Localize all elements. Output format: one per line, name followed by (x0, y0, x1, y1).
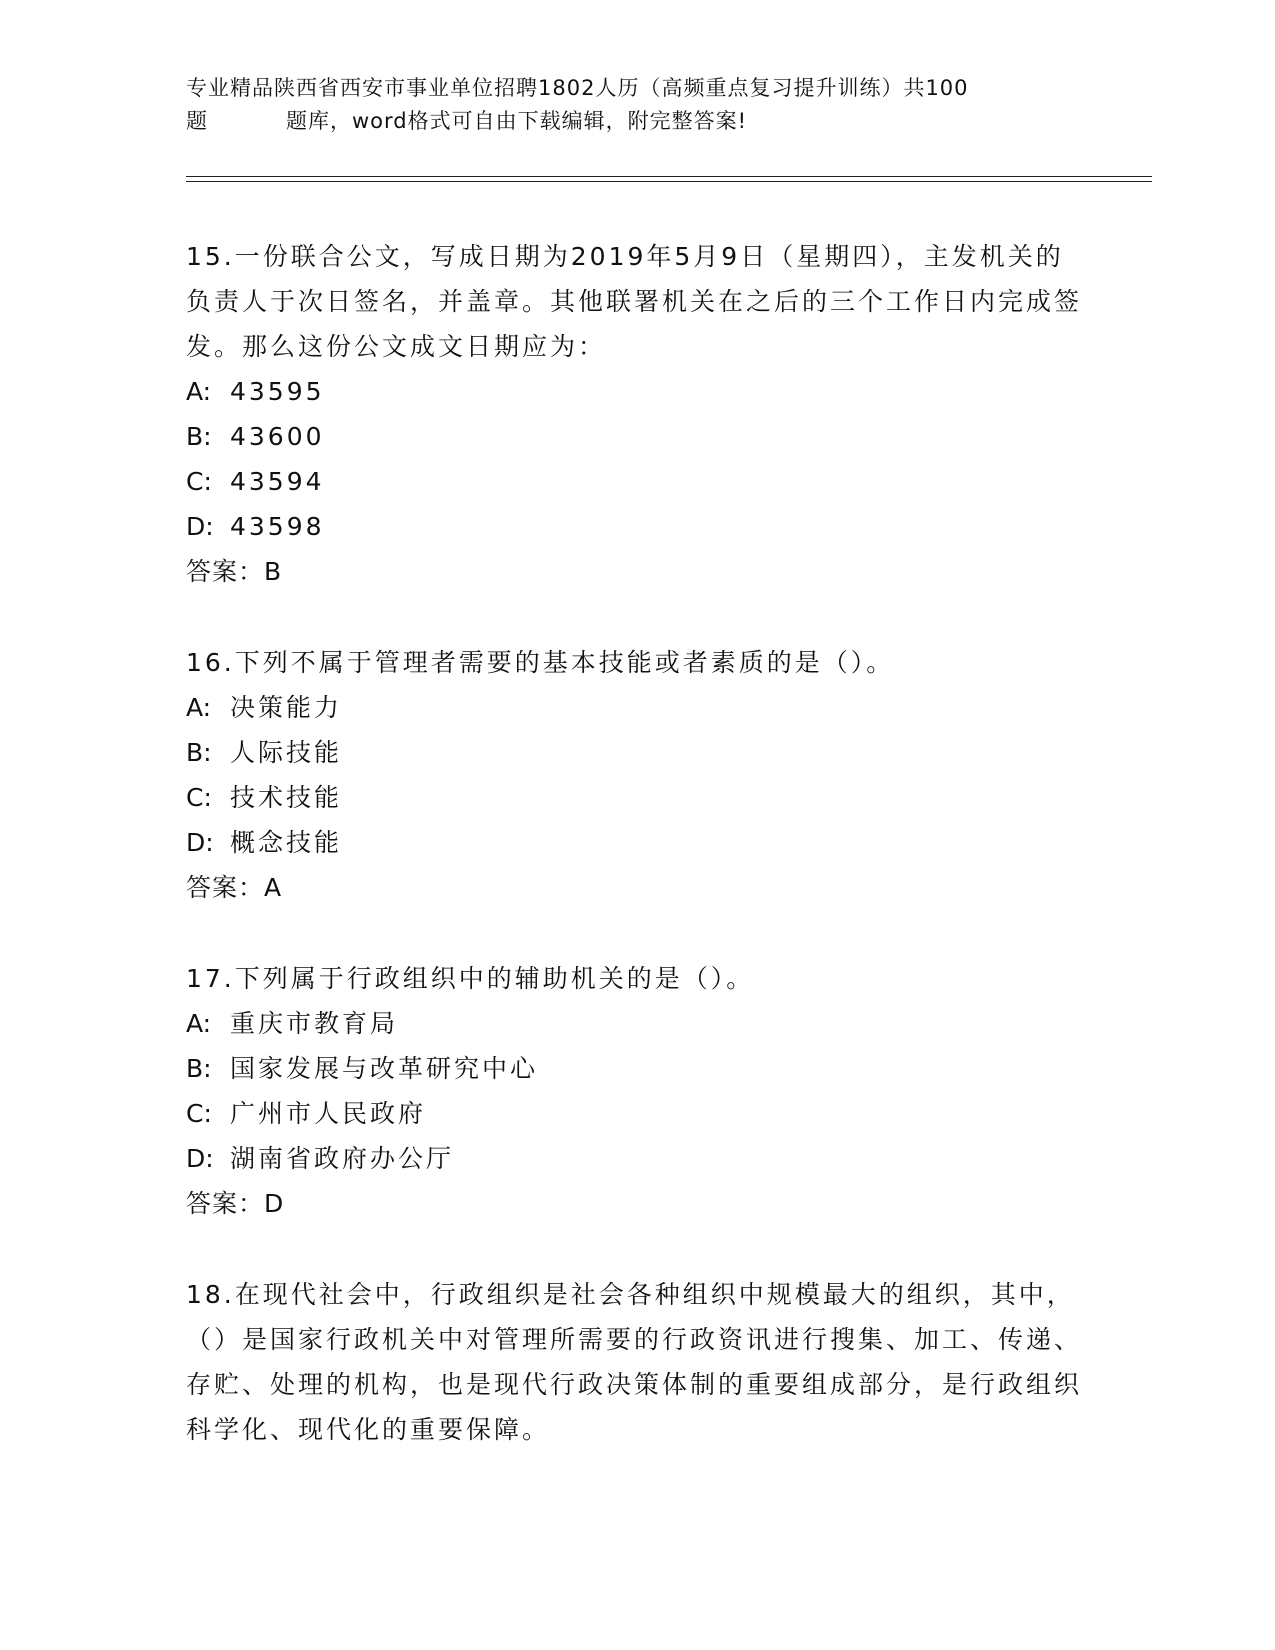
option-text: 43600 (230, 422, 325, 451)
answer-line: 答案：B (186, 557, 283, 586)
option-text: 概念技能 (230, 828, 343, 857)
header-line2-lead: 题 (186, 109, 208, 133)
option-key: B: (186, 422, 212, 451)
option-key: A: (186, 1009, 212, 1038)
header-line2-rest: 题库，word格式可自由下载编辑，附完整答案! (286, 109, 748, 133)
header-divider-top (186, 176, 1152, 177)
option-key: C: (186, 467, 212, 496)
option-c (186, 1091, 1086, 1136)
option-key: C: (186, 783, 212, 812)
option-text: 湖南省政府办公厅 (230, 1144, 455, 1173)
answer-line: 答案：D (186, 1189, 285, 1218)
option-d (186, 820, 1086, 865)
question-18 (186, 1272, 1086, 1452)
option-a (186, 369, 1086, 414)
option-key: A: (186, 377, 212, 406)
option-b (186, 730, 1086, 775)
option-key: D: (186, 1144, 214, 1173)
option-c (186, 459, 1086, 504)
question-stem: 17.下列属于行政组织中的辅助机关的是（）。 (186, 964, 755, 993)
option-text: 决策能力 (230, 693, 343, 722)
question-stem: 15.一份联合公文，写成日期为2019年5月9日（星期四），主发机关的负责人于次日签名，并盖章。其他联署机关在之后的三个工作日内完成签发。那么这份公文成文日期应为： (186, 242, 1083, 361)
option-key: D: (186, 512, 214, 541)
option-text: 技术技能 (230, 783, 343, 812)
question-stem: 16.下列不属于管理者需要的基本技能或者素质的是（）。 (186, 648, 895, 677)
question-stem: 18.在现代社会中，行政组织是社会各种组织中规模最大的组织，其中，（）是国家行政机关中对管理所需要的行政资讯进行搜集、加工、传递、存贮、处理的机构，也是现代行政决策体制的重要组成部分，是行政组织科学化、现代化的重要保障。 (186, 1280, 1083, 1444)
option-a (186, 685, 1086, 730)
option-text: 重庆市教育局 (230, 1009, 399, 1038)
option-text: 43598 (230, 512, 325, 541)
option-key: D: (186, 828, 214, 857)
header-title-line2 (186, 105, 1066, 138)
option-a (186, 1001, 1086, 1046)
option-text: 43594 (230, 467, 325, 496)
question-16 (186, 640, 1086, 910)
question-list (186, 234, 1086, 1498)
option-key: B: (186, 1054, 212, 1083)
option-d (186, 1136, 1086, 1181)
answer-line: 答案：A (186, 873, 283, 902)
question-17 (186, 956, 1086, 1226)
document-header (186, 72, 1066, 138)
header-divider-bottom (186, 181, 1152, 182)
option-key: C: (186, 1099, 212, 1128)
option-text: 国家发展与改革研究中心 (230, 1054, 539, 1083)
header-title-line1: 专业精品陕西省西安市事业单位招聘1802人历（高频重点复习提升训练）共100 (186, 76, 969, 100)
option-c (186, 775, 1086, 820)
option-key: A: (186, 693, 212, 722)
option-b (186, 1046, 1086, 1091)
option-b (186, 414, 1086, 459)
option-d (186, 504, 1086, 549)
option-text: 广州市人民政府 (230, 1099, 427, 1128)
option-text: 43595 (230, 377, 325, 406)
question-15 (186, 234, 1086, 594)
option-key: B: (186, 738, 212, 767)
option-text: 人际技能 (230, 738, 343, 767)
